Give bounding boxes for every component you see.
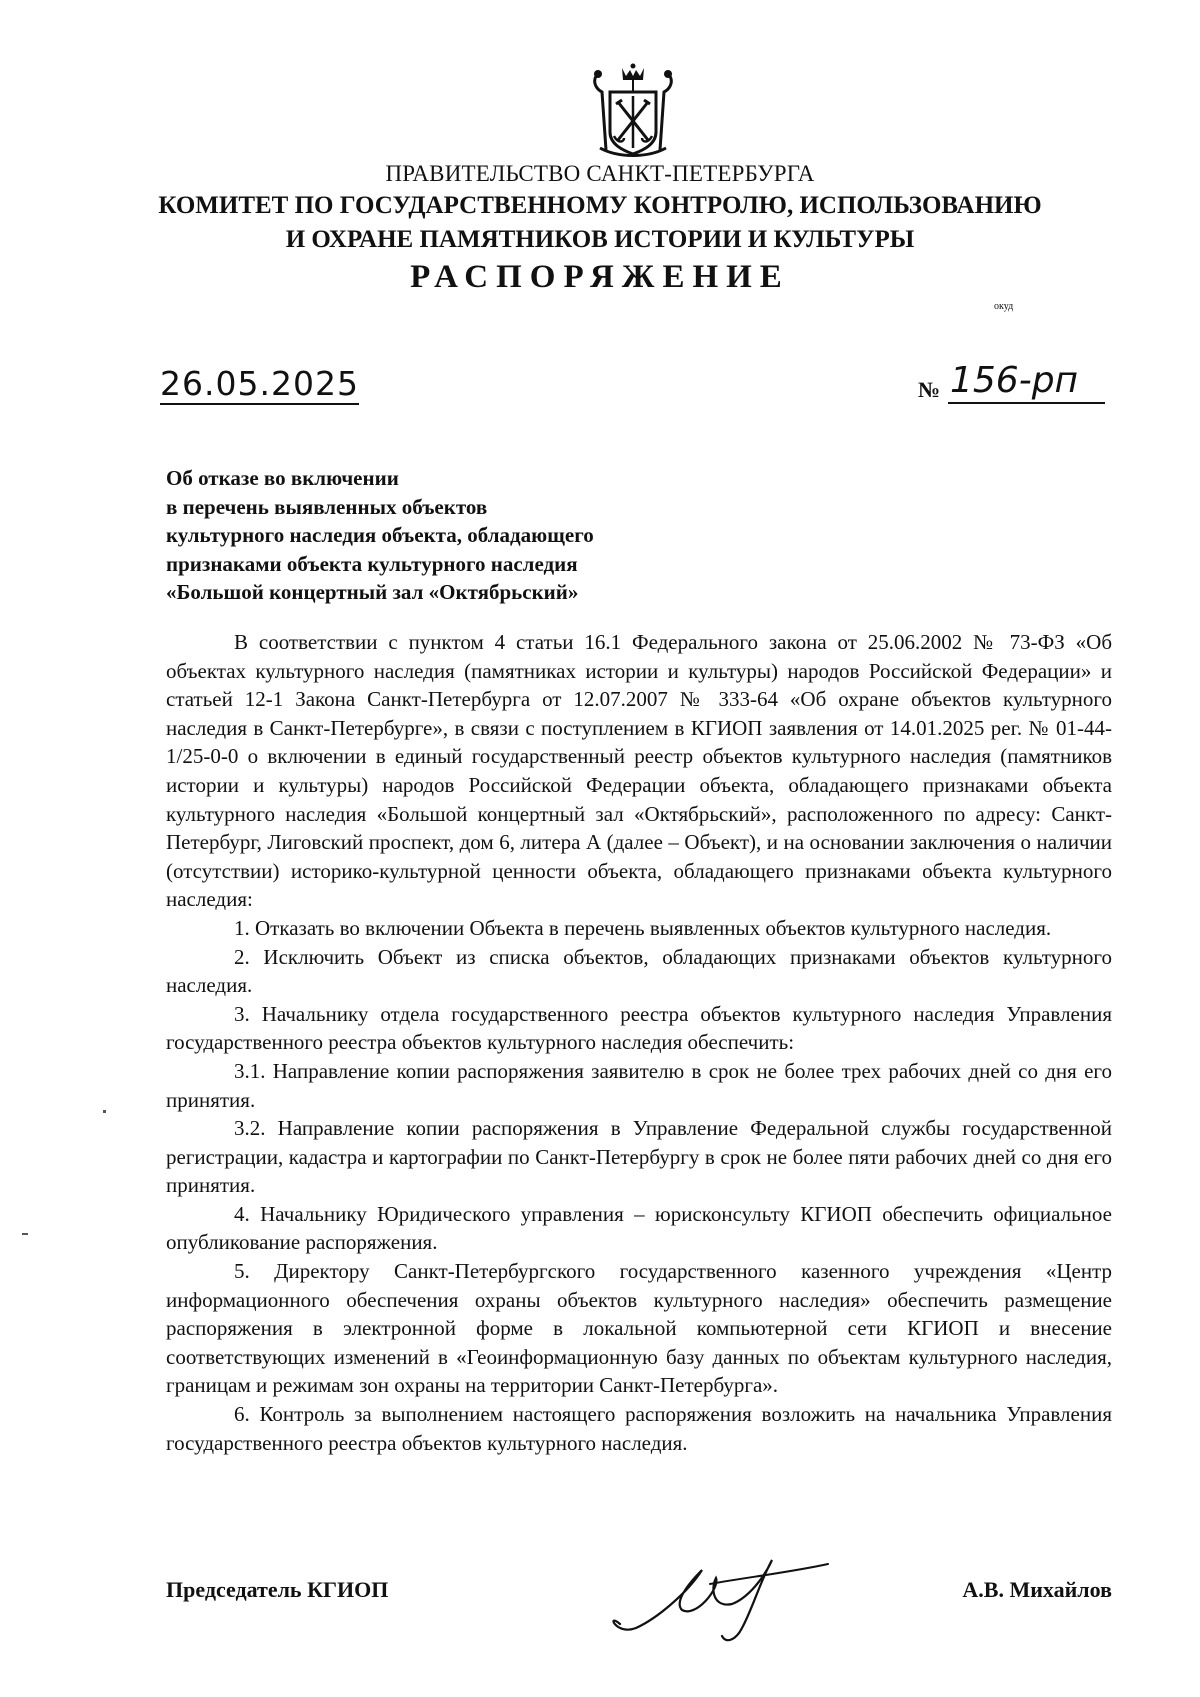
subject-line: в перечень выявленных объектов [166,494,488,519]
signatory-title: Председатель КГИОП [166,1577,389,1602]
subject-line: признаками объекта культурного наследия [166,551,578,576]
coat-of-arms-icon [588,62,678,158]
committee-name-line-1: КОМИТЕТ ПО ГОСУДАРСТВЕННОМУ КОНТРОЛЮ, ИСПОЛЬЗОВАНИЮ [158,192,1042,219]
clause-3-2: 3.2. Направление копии распоряжения в Управление Федеральной службы государственной регистрации, кадастра и картографии по Санкт-Петербургу в срок не более пяти рабочих дней со дня его принятия. [166,1116,1112,1198]
clause-3-1: 3.1. Направление копии распоряжения заявителю в срок не более трех рабочих дней со дня его принятия. [166,1058,1112,1112]
subject-line: культурного наследия объекта, обладающего [166,523,594,547]
clause-2: 2. Исключить Объект из списка объектов, обладающих признаками объектов культурного наследия. [166,944,1112,998]
okud-label: окуд [994,301,1014,312]
number-label: № [918,377,941,402]
document-date: 26.05.2025 [160,364,359,403]
subject-line: «Большой концертный зал «Октябрьский» [166,580,579,604]
clause-6: 6. Контроль за выполнением настоящего распоряжения возложить на начальника Управления государственного реестра объектов культурного наследия. [166,1402,1112,1455]
handwritten-signature-icon [592,1532,842,1652]
scan-speck [22,1233,28,1235]
document-subject [166,464,594,607]
clause-5: 5. Директору Санкт-Петербургского государственного казенного учреждения «Центр информационного обеспечения охраны объектов культурного наследия» обеспечить размещение распоряжения в электронной форме в локальной компьютерной сети КГИОП и внесение соответствующих изменений в «Геоинформационную базу данных по объектам культурного наследия, границам и режимам зон охраны на территории Санкт-Петербурга». [166,1259,1112,1398]
clause-4: 4. Начальнику Юридического управления – юрисконсульту КГИОП обеспечить официальное опубликование распоряжения. [166,1201,1112,1255]
document-body [166,628,1112,1457]
signatory-name: А.В. Михайлов [962,1577,1112,1602]
scan-speck [103,1110,106,1113]
clause-3: 3. Начальнику отдела государственного реестра объектов культурного наследия Управления государственного реестра объектов культурного наследия обеспечить: [166,1001,1112,1055]
subject-line: Об отказе во включении [166,466,399,490]
document-type: РАСПОРЯЖЕНИЕ [410,259,790,295]
preamble-paragraph: В соответствии с пунктом 4 статьи 16.1 Федерального закона от 25.06.2002 № 73-ФЗ «Об объектах культурного наследия (памятниках истории и культуры) народов Российской Федерации» и статьей 12-1 Закона Санкт-Петербурга от 12.07.2007 № 333-64 «Об охране объектов культурного наследия в Санкт-Петербурге», в связи с поступлением в КГИОП заявления от 14.01.2025 рег. № 01-44-1/25-0-0 о включении в единый государственный реестр объектов культурного наследия (памятников истории и культуры) народов Российской Федерации объекта, обладающего признаками объекта культурного наследия «Большой концертный зал «Октябрьский», расположенного по адресу: Санкт-Петербург, Лиговский проспект, дом 6, литера А (далее – Объект), и на основании заключения о наличии (отсутствии) историко-культурной ценности объекта, обладающего признаками объекта культурного наследия: [166,630,1112,912]
government-name: ПРАВИТЕЛЬСТВО САНКТ-ПЕТЕРБУРГА [385,161,815,186]
clause-1: 1. Отказать во включении Объекта в перечень выявленных объектов культурного наследия. [234,915,1052,940]
committee-name-line-2: И ОХРАНЕ ПАМЯТНИКОВ ИСТОРИИ И КУЛЬТУРЫ [285,226,915,253]
committee-name [0,189,1200,257]
document-number: 156-рп [948,360,1105,404]
